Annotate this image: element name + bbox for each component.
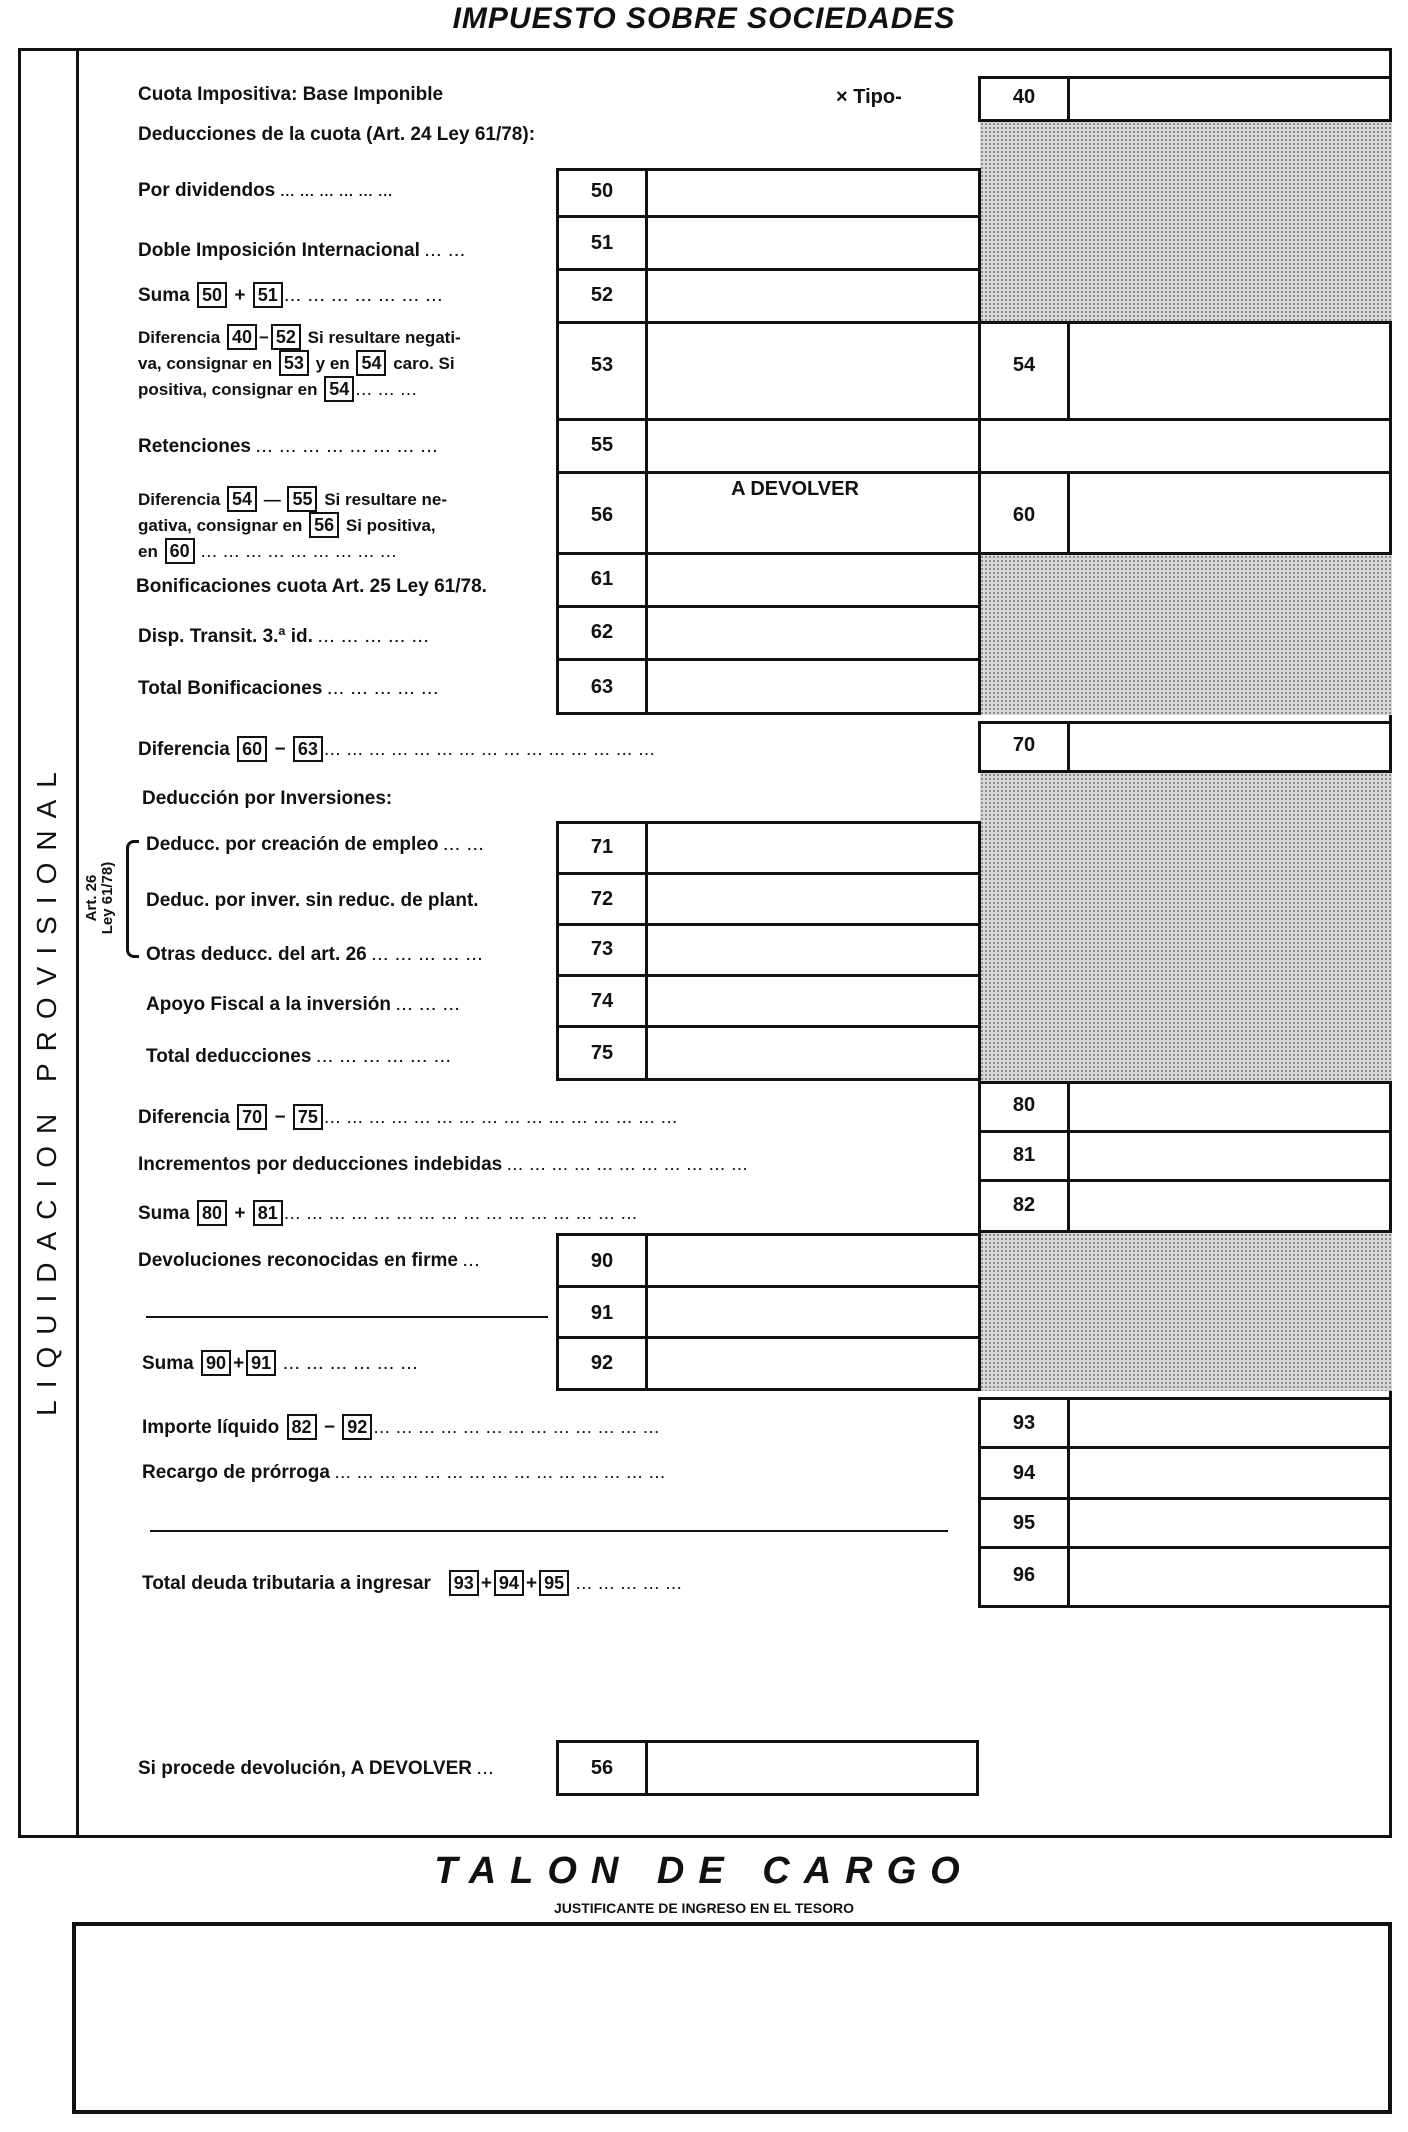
diferencia-60-63-label: Diferencia 60 − 63 ... ... ... ... ... ... ... ... ... ... ... ... ... ... ... — [138, 736, 656, 762]
total-bonificaciones-label: Total Bonificaciones ... ... ... ... ... — [138, 678, 440, 699]
shaded-area-3 — [980, 773, 1392, 1081]
diferencia-40-52-label: Diferencia 40 − 52 Si resultare negati- va, consignar en 53 y en 54 caro. Si positiva, consignar en 54 ... ... ... — [138, 324, 461, 403]
code-55: 55 — [590, 434, 614, 456]
disp-transit-label: Disp. Transit. 3.ª id. ... ... ... ... ... — [138, 626, 431, 647]
side-divider — [76, 48, 79, 1838]
talon-title: TALON DE CARGO — [434, 1850, 974, 1892]
side-label: LIQUIDACION PROVISIONAL — [31, 760, 62, 1416]
input-82[interactable] — [1067, 1179, 1392, 1233]
tipo-label: × Tipo- — [836, 86, 902, 108]
code-74: 74 — [590, 990, 614, 1012]
code-93: 93 — [1012, 1412, 1036, 1434]
input-51[interactable] — [645, 215, 981, 271]
blank-line-95[interactable] — [150, 1530, 948, 1532]
importe-liquido-label: Importe líquido 82 − 92 ... ... ... ... ... ... ... ... ... ... ... ... ... — [142, 1414, 660, 1440]
input-50[interactable] — [645, 168, 981, 218]
input-94[interactable] — [1067, 1446, 1392, 1500]
blank-right-55 — [978, 418, 1392, 474]
empleo-label: Deducc. por creación de empleo ... ... — [146, 834, 485, 855]
code-90: 90 — [590, 1250, 614, 1272]
incrementos-label: Incrementos por deducciones indebidas ... ... ... ... ... ... ... ... ... ... ... — [138, 1154, 749, 1175]
devolucion-label: Si procede devolución, A DEVOLVER ... — [138, 1758, 495, 1779]
input-72[interactable] — [645, 872, 981, 926]
code-92: 92 — [590, 1352, 614, 1374]
input-71[interactable] — [645, 821, 981, 875]
input-74[interactable] — [645, 974, 981, 1028]
input-60[interactable] — [1067, 471, 1392, 555]
code-56: 56 — [590, 504, 614, 526]
art-26-label: Art. 26 — [83, 874, 100, 922]
input-90[interactable] — [645, 1233, 981, 1288]
code-40: 40 — [1012, 86, 1036, 108]
suma-90-91-label: Suma 90 + 91 ... ... ... ... ... ... — [142, 1350, 419, 1376]
input-81[interactable] — [1067, 1130, 1392, 1182]
otras-label: Otras deducc. del art. 26 ... ... ... ... ... — [146, 944, 484, 965]
diferencia-54-55-label: Diferencia 54 — 55 Si resultare ne- gativa, consignar en 56 Si positiva, en 60 ... ... ... ... ... ... ... ... ... — [138, 486, 447, 565]
code-70: 70 — [1012, 734, 1036, 756]
code-95: 95 — [1012, 1512, 1036, 1534]
plant-label: Deduc. por inver. sin reduc. de plant. — [146, 890, 479, 911]
code-52: 52 — [590, 284, 614, 306]
input-56-bottom[interactable] — [645, 1740, 979, 1796]
code-54: 54 — [1012, 354, 1036, 376]
code-75: 75 — [590, 1042, 614, 1064]
code-71: 71 — [590, 836, 614, 858]
shaded-area-2 — [980, 555, 1392, 715]
input-96[interactable] — [1067, 1546, 1392, 1608]
code-63: 63 — [590, 676, 614, 698]
input-80[interactable] — [1067, 1081, 1392, 1133]
apoyo-label: Apoyo Fiscal a la inversión ... ... ... — [146, 994, 462, 1015]
code-62: 62 — [590, 621, 614, 643]
input-53[interactable] — [645, 321, 981, 421]
ley-61-78-label: Ley 61/78) — [99, 861, 116, 935]
code-53: 53 — [590, 354, 614, 376]
diferencia-70-75-label: Diferencia 70 − 75 ... ... ... ... ... ... ... ... ... ... ... ... ... ... ... ... — [138, 1104, 678, 1130]
devoluciones-label: Devoluciones reconocidas en firme ... — [138, 1250, 481, 1271]
code-91: 91 — [590, 1302, 614, 1324]
suma-80-81-label: Suma 80 + 81 ... ... ... ... ... ... ... ... ... ... ... ... ... ... ... ... — [138, 1200, 638, 1226]
code-81: 81 — [1012, 1144, 1036, 1166]
input-63[interactable] — [645, 658, 981, 715]
code-94: 94 — [1012, 1462, 1036, 1484]
suma-50-51-label: Suma 50 + 51 ... ... ... ... ... ... ... — [138, 282, 444, 308]
total-deuda-label: Total deuda tributaria a ingresar 93 + 94 + 95 ... ... ... ... ... — [142, 1570, 683, 1596]
input-52[interactable] — [645, 268, 981, 324]
shaded-area-1 — [980, 122, 1392, 324]
input-91[interactable] — [645, 1285, 981, 1339]
code-73: 73 — [590, 938, 614, 960]
input-40[interactable] — [1067, 76, 1392, 122]
doble-label: Doble Imposición Internacional ... ... — [138, 240, 467, 261]
code-96: 96 — [1012, 1564, 1036, 1586]
code-51: 51 — [590, 232, 614, 254]
input-92[interactable] — [645, 1336, 981, 1391]
talon-box[interactable] — [72, 1922, 1392, 2114]
input-70[interactable] — [1067, 721, 1392, 773]
art-26-bracket — [80, 840, 140, 956]
dividendos-label: Por dividendos ... ... ... ... ... ... — [138, 180, 393, 201]
bonificaciones-cuota-label: Bonificaciones cuota Art. 25 Ley 61/78. — [136, 576, 487, 597]
input-75[interactable] — [645, 1025, 981, 1081]
input-54[interactable] — [1067, 321, 1392, 421]
code-61: 61 — [590, 568, 614, 590]
recargo-label: Recargo de prórroga ... ... ... ... ... ... ... ... ... ... ... ... ... ... ... — [142, 1462, 667, 1483]
code-82: 82 — [1012, 1194, 1036, 1216]
code-60: 60 — [1012, 504, 1036, 526]
deducciones-title: Deducciones de la cuota (Art. 24 Ley 61/78): — [138, 124, 536, 145]
talon-subtitle: JUSTIFICANTE DE INGRESO EN EL TESORO — [553, 1900, 854, 1916]
inversiones-title: Deducción por Inversiones: — [142, 788, 393, 809]
code-50: 50 — [590, 180, 614, 202]
input-95[interactable] — [1067, 1497, 1392, 1549]
input-55[interactable] — [645, 418, 981, 474]
a-devolver-label: A DEVOLVER — [731, 478, 859, 500]
input-62[interactable] — [645, 605, 981, 661]
code-80: 80 — [1012, 1094, 1036, 1116]
form-title: IMPUESTO SOBRE SOCIEDADES — [452, 2, 956, 35]
shaded-area-4 — [980, 1233, 1392, 1391]
total-deducciones-label: Total deducciones ... ... ... ... ... ... — [146, 1046, 453, 1067]
code-56-bottom: 56 — [590, 1757, 614, 1779]
input-73[interactable] — [645, 923, 981, 977]
cuota-label: Cuota Impositiva: Base Imponible — [138, 84, 444, 105]
input-61[interactable] — [645, 552, 981, 608]
side-panel — [18, 48, 76, 1838]
blank-line-91[interactable] — [146, 1316, 548, 1318]
code-72: 72 — [590, 888, 614, 910]
retenciones-label: Retenciones ... ... ... ... ... ... ... ... — [138, 436, 439, 457]
input-93[interactable] — [1067, 1397, 1392, 1449]
